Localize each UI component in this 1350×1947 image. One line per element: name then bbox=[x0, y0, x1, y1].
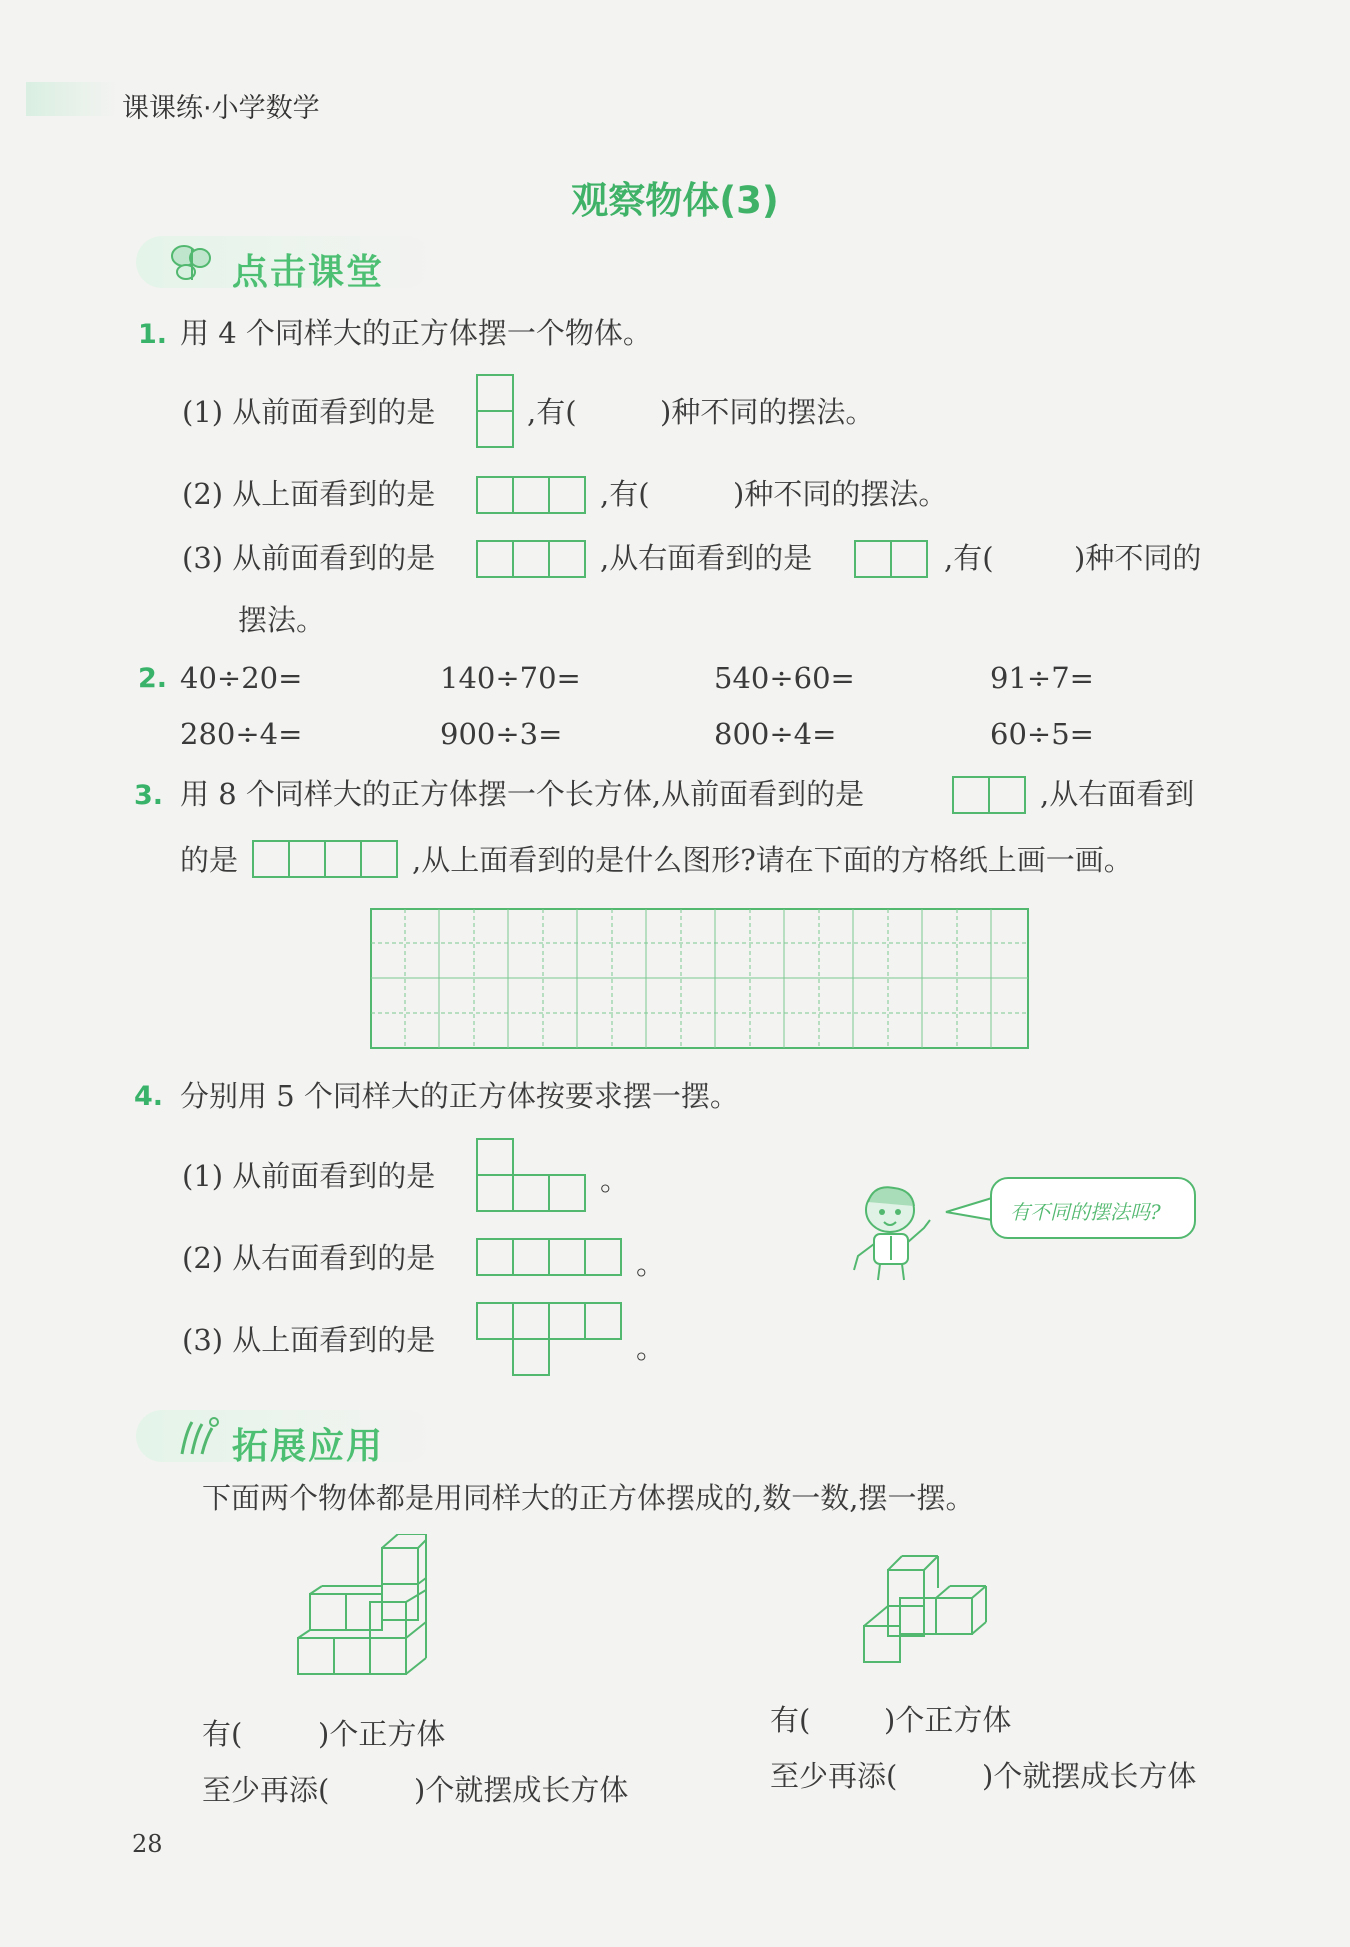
q3-line2-head: 的是 bbox=[180, 843, 239, 877]
view-square bbox=[476, 1138, 514, 1176]
view-square bbox=[952, 776, 990, 814]
q4-part1-label: (1) 从前面看到的是 bbox=[182, 1159, 436, 1193]
view-square bbox=[584, 1302, 622, 1340]
book-header: 课课练·小学数学 bbox=[122, 93, 320, 124]
view-square bbox=[512, 540, 550, 578]
cube-structure-left bbox=[290, 1534, 450, 1684]
q4-part3-dot: 。 bbox=[636, 1331, 666, 1365]
q4-part2-label: (2) 从右面看到的是 bbox=[182, 1241, 436, 1275]
view-square bbox=[476, 1174, 514, 1212]
q4-stem: 分别用 5 个同样大的正方体按要求摆一摆。 bbox=[180, 1079, 739, 1113]
q2-item: 40÷20= bbox=[180, 661, 303, 695]
speech-tail bbox=[944, 1196, 994, 1226]
q3-line2-tail: ,从上面看到的是什么图形?请在下面的方格纸上画一画。 bbox=[412, 843, 1133, 877]
header-decoration bbox=[26, 82, 116, 116]
page-title: 观察物体(3) bbox=[571, 179, 779, 222]
q2-item: 60÷5= bbox=[990, 717, 1094, 751]
page-number: 28 bbox=[132, 1830, 163, 1858]
view-square bbox=[584, 1238, 622, 1276]
view-square bbox=[548, 1174, 586, 1212]
speech-bubble bbox=[990, 1177, 1196, 1239]
q1-part3-middle: ,从右面看到的是 bbox=[600, 541, 813, 575]
view-square bbox=[512, 1238, 550, 1276]
view-square bbox=[512, 1302, 550, 1340]
view-square bbox=[476, 540, 514, 578]
grid-paper[interactable] bbox=[370, 908, 1030, 1050]
q1-part3-wrap: 摆法。 bbox=[238, 603, 326, 637]
q4-part2-dot: 。 bbox=[636, 1247, 666, 1281]
view-square bbox=[548, 540, 586, 578]
view-square bbox=[890, 540, 928, 578]
q1-part3-blank-open: ,有( bbox=[944, 541, 994, 575]
q1-part3-tail: )种不同的 bbox=[1074, 541, 1202, 575]
view-square bbox=[548, 1238, 586, 1276]
view-square bbox=[252, 840, 290, 878]
section-extend-label: 拓展应用 bbox=[232, 1426, 385, 1467]
extend-right-count-tail: )个正方体 bbox=[884, 1703, 1012, 1737]
view-square bbox=[548, 1302, 586, 1340]
extend-right-add-open: 至少再添( bbox=[770, 1759, 898, 1793]
extend-left-count-open: 有( bbox=[202, 1717, 243, 1751]
q1-number: 1. bbox=[138, 319, 168, 350]
extend-left-count-tail: )个正方体 bbox=[318, 1717, 446, 1751]
view-square bbox=[476, 410, 514, 448]
q2-item: 91÷7= bbox=[990, 661, 1094, 695]
q1-part1-middle: ,有( bbox=[527, 395, 577, 429]
view-square bbox=[476, 374, 514, 412]
section-classroom-banner bbox=[136, 236, 432, 293]
view-square bbox=[512, 1338, 550, 1376]
view-square bbox=[476, 1302, 514, 1340]
view-square bbox=[288, 840, 326, 878]
section-extend-banner bbox=[136, 1410, 432, 1467]
q1-part1-label: (1) 从前面看到的是 bbox=[182, 395, 436, 429]
q3-line1: 用 8 个同样大的正方体摆一个长方体,从前面看到的是 bbox=[180, 777, 865, 811]
q2-item: 280÷4= bbox=[180, 717, 303, 751]
butterfly-icon bbox=[162, 238, 222, 286]
q2-item: 540÷60= bbox=[714, 661, 855, 695]
q1-part2-middle: ,有( bbox=[600, 477, 650, 511]
q2-item: 800÷4= bbox=[714, 717, 837, 751]
view-square bbox=[324, 840, 362, 878]
view-square bbox=[512, 1174, 550, 1212]
q1-part2-tail: )种不同的摆法。 bbox=[733, 477, 948, 511]
extend-right-add-tail: )个就摆成长方体 bbox=[982, 1759, 1197, 1793]
view-square bbox=[512, 476, 550, 514]
q1-part1-tail: )种不同的摆法。 bbox=[660, 395, 875, 429]
view-square bbox=[476, 476, 514, 514]
q4-number: 4. bbox=[134, 1081, 164, 1112]
view-square bbox=[988, 776, 1026, 814]
view-square bbox=[360, 840, 398, 878]
q1-part3-label: (3) 从前面看到的是 bbox=[182, 541, 436, 575]
q4-part3-label: (3) 从上面看到的是 bbox=[182, 1323, 436, 1357]
q3-line1-tail: ,从右面看到 bbox=[1040, 777, 1195, 811]
view-square bbox=[476, 1238, 514, 1276]
extend-right-count-open: 有( bbox=[770, 1703, 811, 1737]
grass-icon bbox=[176, 1414, 226, 1458]
view-square bbox=[548, 476, 586, 514]
q1-stem: 用 4 个同样大的正方体摆一个物体。 bbox=[180, 316, 652, 350]
q3-number: 3. bbox=[134, 780, 164, 811]
view-square bbox=[854, 540, 892, 578]
extend-left-add-tail: )个就摆成长方体 bbox=[414, 1773, 629, 1807]
extend-left-add-open: 至少再添( bbox=[202, 1773, 330, 1807]
extend-stem: 下面两个物体都是用同样大的正方体摆成的,数一数,摆一摆。 bbox=[202, 1481, 975, 1515]
q2-number: 2. bbox=[138, 663, 168, 694]
q2-item: 900÷3= bbox=[440, 717, 563, 751]
section-classroom-label: 点击课堂 bbox=[232, 252, 385, 293]
q2-item: 140÷70= bbox=[440, 661, 581, 695]
cube-structure-right bbox=[858, 1548, 1008, 1670]
q4-part1-dot: 。 bbox=[600, 1163, 630, 1197]
speech-bubble-text: 有不同的摆法吗? bbox=[1010, 1200, 1161, 1224]
q1-part2-label: (2) 从上面看到的是 bbox=[182, 477, 436, 511]
